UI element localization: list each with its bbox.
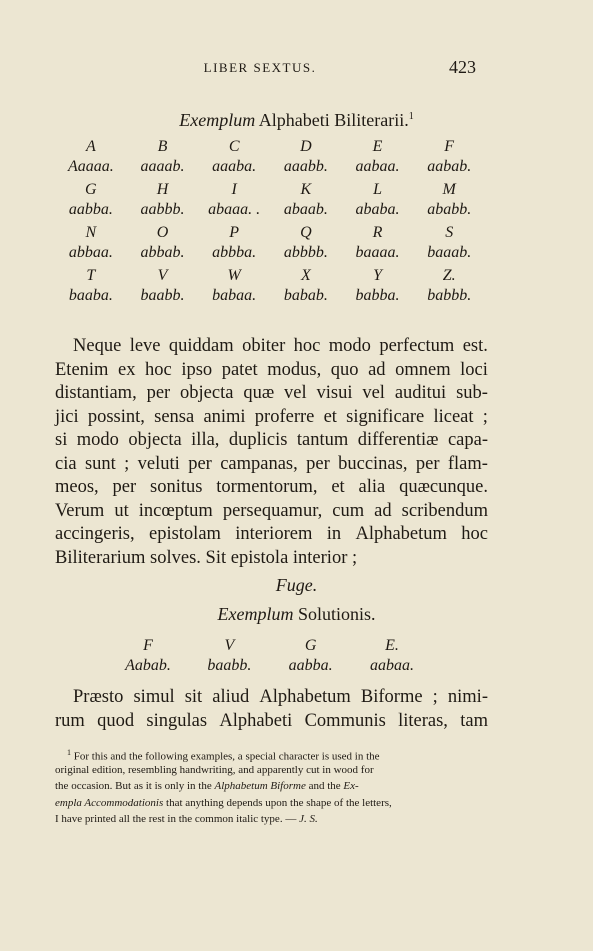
word: et [323,406,337,427]
word: modus, [267,359,322,380]
word: quo [330,359,359,380]
alphabet-code: aaaba. [212,158,257,175]
word: quæcunque. [399,477,488,497]
alphabet-code: baabb. [140,287,185,304]
solution-code: Aabab. [125,657,171,674]
word: liceat [433,406,474,427]
alphabet-letter: B [157,138,168,155]
word: meos, [55,477,99,497]
alphabet-letter: F [444,138,455,155]
alphabet-code: aaabb. [283,158,328,175]
footnote-text [55,795,392,812]
alphabet-letter: K [300,181,312,198]
word: Etenim [55,359,109,380]
alphabet-letter: N [85,224,97,241]
alphabet-codes-row [55,243,485,263]
solution-column [273,636,349,676]
word: ut [114,500,129,521]
word: omnem [395,359,451,380]
word: Communis [304,710,386,731]
footnote-line [55,745,488,762]
alphabet-codes-row [55,200,485,220]
footnote-text-run: that anything depends upon the shape of the letters, [163,796,392,809]
word: hoc [145,359,172,380]
alphabet-codes-row [55,157,485,177]
word: incœptum [138,500,213,521]
word: loci [460,359,488,380]
alphabet-code: aabaa. [355,158,400,175]
footnote-text [55,778,359,795]
example-title [0,110,593,131]
alphabet-letter: Z. [442,267,456,284]
word: flam- [447,453,488,474]
word: rum [55,710,85,731]
alphabet-code: babba. [355,287,400,304]
footnote-text [55,811,318,828]
word: quæ [243,383,275,403]
word: patet [221,359,258,380]
word: aliud [212,687,250,707]
word: Biforme [360,687,423,707]
word: scribendum [401,500,488,521]
footnote-italic: Alphabetum Biforme [214,780,306,792]
footnote-italic: J. S. [299,813,318,825]
alphabet-code: abaab. [283,201,328,218]
word: per [415,453,440,474]
page-number: 423 [449,57,476,77]
alphabet-letter: L [373,181,382,198]
word: per [306,453,330,474]
solution-code: baabb. [207,657,252,674]
text-line [55,710,488,734]
word: distantiam, [55,383,137,403]
footnote-italic: Ex- [343,780,359,792]
alphabet-letter: A [85,138,96,155]
solution-letter: E. [385,637,399,654]
alphabet-code: aaaab. [140,158,185,175]
alphabet-letters-row [55,266,485,286]
footnote-line [55,778,488,795]
footnote-ref: 1 [408,111,414,122]
footnote-mark: 1 [67,748,71,757]
alphabet-code: babaa. [212,287,257,304]
alphabet-letter: G [85,181,97,198]
alphabet-letter: Q [300,224,312,241]
word: in [326,524,342,544]
alphabet-letter: O [156,224,169,241]
word: vel [284,383,307,403]
alphabet-letter: R [372,224,383,241]
word: interiorem [235,524,313,544]
word: sensa [154,406,195,427]
alphabet-code: ababa. [355,201,400,218]
alphabet-code: aabba. [68,201,113,218]
body-paragraph [55,686,488,733]
footnote-line [55,811,488,828]
word: cia [55,453,77,474]
word: per [188,453,212,474]
alphabet-code: aabab. [427,158,472,175]
word: Neque [73,336,122,356]
word: est. [462,336,488,356]
alphabet-letter: M [442,181,456,198]
word: proferre [254,406,315,427]
alphabet-code: abbaa. [68,244,113,261]
word: ; [432,687,438,707]
solution-letter: G [304,637,317,654]
solution-title [0,604,593,625]
text-line [55,500,488,524]
alphabet-code: babab. [283,287,328,304]
text-line [55,476,488,500]
solution-code: aabaa. [369,657,414,674]
alphabet-letter: C [228,138,240,155]
word: ad [374,500,392,521]
alphabet-letter: D [300,138,312,155]
word: tormentorum, [216,477,318,497]
word: sit [184,687,203,707]
word: singulas [146,710,208,731]
word: leve [129,336,161,356]
word: ; [482,406,488,427]
solution-column [191,636,267,676]
word: ad [368,359,386,380]
text-line [55,359,488,383]
alphabet-code: aabbb. [140,201,185,218]
word: visui [316,383,353,403]
footnote-text [67,745,380,762]
word: per [112,477,137,497]
fuge-heading: Fuge. [275,575,318,595]
word: literas, [398,710,448,731]
text-line [55,686,488,710]
alphabet-letter: Y [373,267,382,284]
word: sub- [456,383,488,403]
word: modo [328,336,371,356]
solution-column [110,636,186,676]
example-title-rest: Alphabeti Biliterarii. [255,110,409,130]
word: duplicis [228,430,288,450]
alphabet-letter: I [231,181,237,198]
text-line [55,523,488,547]
alphabet-letter: S [445,224,454,241]
solution-letter: F [143,637,153,654]
word: possint, [87,406,145,427]
footnote-text-run: and the [305,780,344,792]
word: epistolam [148,524,221,544]
alphabet-codes-row [55,286,485,306]
solution-column [354,636,430,676]
running-head [0,57,593,84]
alphabet-code: babbb. [427,287,472,304]
solution-table [110,636,430,676]
alphabet-letter: W [227,267,241,284]
word: differentiæ [357,430,439,450]
alphabet-code: Aaaaa. [67,158,114,175]
footnote-text-run: the occasion. But as it is only in the [55,780,215,792]
alphabet-letter: P [229,224,240,241]
alphabet-code: abbbb. [283,244,328,261]
word: et [331,477,345,497]
word: quiddam [168,336,234,356]
word: hoc [461,524,488,544]
word: veluti [137,453,180,474]
alphabet-code: baaba. [68,287,113,304]
running-title: LIBER SEXTUS. [203,60,317,75]
solution-title-italic: Exemplum [217,604,294,624]
text-line [55,382,488,406]
word: per [146,383,171,403]
alphabet-letter: H [156,181,169,198]
word: buccinas, [338,453,408,474]
word: Alphabetum [355,524,447,544]
alphabet-letter: V [157,267,168,284]
word: ex [118,359,136,380]
word: capa- [447,430,488,450]
word: ; [124,453,130,474]
alphabet-code: abbba. [212,244,257,261]
example-title-italic: Exemplum [179,110,256,130]
word: cum [332,500,365,521]
word: simul [133,687,175,707]
footnote-line [55,795,488,812]
alphabet-letter: E [372,138,383,155]
word: jici [55,406,79,427]
word: persequamur, [222,500,323,521]
solution-title-rest: Solutionis. [293,604,376,624]
alphabet-code: ababb. [427,201,472,218]
word: alia [358,477,386,497]
text-line [55,335,488,359]
word: campanas, [220,453,298,474]
text-line [55,453,488,477]
word: animi [203,406,246,427]
word: sunt [84,453,116,474]
alphabet-code: abbab. [140,244,185,261]
solution-code: aabba. [288,657,333,674]
word: sonitus [150,477,203,497]
word: quod [97,710,135,731]
alphabet-letters-row [55,223,485,243]
alphabet-letters-row [55,180,485,200]
footnote-text-run: For this and the following examples, a special character is used in the [71,750,380,763]
word: obiter [242,336,286,356]
alphabet-letter: X [300,267,311,284]
word: Alphabetum [259,687,351,707]
footnote-text-run: I have printed all the rest in the common italic type. — [55,813,300,825]
text-line: Biliterarium solves. Sit epistola interior ; [55,547,358,568]
word: tantum [296,430,349,450]
word: hoc [293,336,321,356]
footnote [55,745,488,828]
word: modo [76,430,119,450]
word: vel [362,383,385,403]
alphabet-letters-row [55,137,485,157]
alphabet-letter: T [86,267,96,284]
word: nimi- [447,687,488,707]
word: significare [346,406,425,427]
word: accingeris, [55,524,135,544]
word: si [55,430,68,450]
word: objecta [180,383,234,403]
text-line [55,429,488,453]
word: Alphabeti [219,710,293,731]
word: perfectum [379,336,455,356]
word: objecta [128,430,182,450]
word: Præsto [73,687,124,707]
alphabet-code: abaaa. . [208,201,261,218]
footnote-line: original edition, resembling handwriting, and apparently cut in wood for [55,763,374,776]
biliteral-alphabet-table [55,137,485,309]
footnote-italic: empla Accommodationis [55,796,164,809]
solution-letter: V [224,637,235,654]
body-paragraph [55,335,488,570]
word: illa, [191,430,220,450]
alphabet-code: baaab. [427,244,472,261]
word: tam [460,710,488,731]
alphabet-code: baaaa. [355,244,400,261]
word: ipso [181,359,213,380]
word: auditui [394,383,447,403]
word: Verum [55,500,105,521]
text-line [55,406,488,430]
